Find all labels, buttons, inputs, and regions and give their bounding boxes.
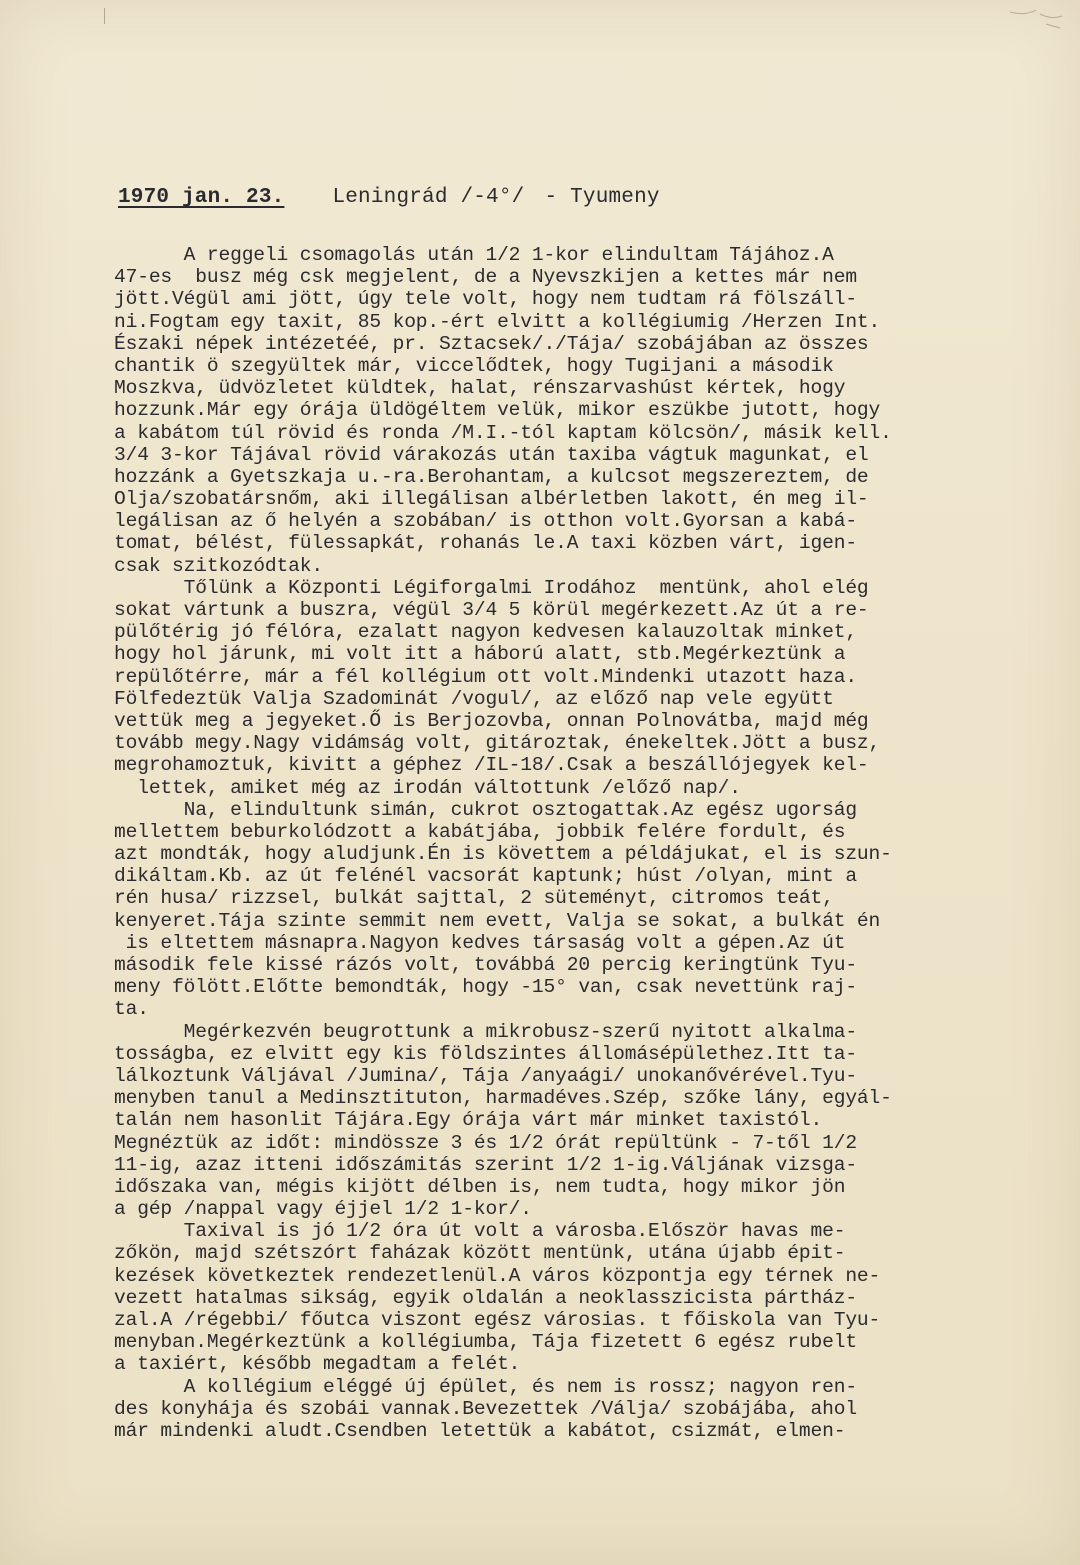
text-line: a kabátom túl rövid és ronda /M.I.-tól kaptam kölcsön/, másik kell.: [114, 421, 892, 444]
text-line: des konyhája és szobái vannak.Bevezettek /Válja/ szobájába, ahol: [114, 1397, 857, 1420]
entry-separator: -: [544, 186, 558, 209]
text-line: Olja/szobatársnőm, aki illegálisan albérletben lakott, én meg il-: [114, 488, 869, 511]
text-line: Taxival is jó 1/2 óra út volt a városba.Először havas me-: [114, 1220, 846, 1243]
text-line: lálkoztunk Váljával /Jumina/, Tája /anyaági/ unokanővérével.Tyu-: [114, 1064, 857, 1087]
text-line: megrohamoztuk, kivitt a géphez /IL-18/.Csak a beszállójegyek kel-: [114, 754, 869, 777]
text-line: is eltettem másnapra.Nagyon kedves társaság volt a gépen.Az út: [114, 931, 846, 954]
text-line: Megnéztük az időt: mindössze 3 és 1/2 órát repültünk - 7-től 1/2: [114, 1131, 857, 1154]
text-line: ni.Fogtam egy taxit, 85 kop.-ért elvitt a kollégiumig /Herzen Int.: [114, 310, 881, 333]
text-line: Tőlünk a Központi Légiforgalmi Irodához mentünk, ahol elég: [114, 576, 869, 599]
text-line: zal.A /régebbi/ főutca viszont egész városias. t főiskola van Tyu-: [114, 1309, 881, 1331]
text-line: dikáltam.Kb. az út felénél vacsorát kaptunk; húst /olyan, mint a: [114, 865, 857, 888]
text-line: menyban.Megérkeztünk a kollégiumba, Tája fizetett 6 egész rubelt: [114, 1331, 857, 1354]
corner-scribble: [1006, 6, 1066, 34]
text-line: Moszkva, üdvözletet küldtek, halat, rénszarvashúst kértek, hogy: [114, 377, 846, 400]
text-line: talán nem hasonlit Tájára.Egy órája várt már minket taxistól.: [114, 1109, 823, 1132]
text-line: Fölfedeztük Valja Szadominát /vogul/, az előző nap vele együtt: [114, 687, 834, 710]
text-line: kenyeret.Tája szinte semmit nem evett, Valja se sokat, a bulkát én: [114, 909, 881, 932]
text-line: repülőtérre, már a fél kollégium ott volt.Mindenki utazott haza.: [114, 665, 857, 688]
text-line: jött.Végül ami jött, úgy tele volt, hogy nem tudtam rá fölszáll-: [114, 288, 857, 311]
text-line: a gép /nappal vagy éjjel 1/2 1-kor/.: [114, 1198, 532, 1221]
entry-header: [118, 186, 660, 209]
entry-date: 1970 jan. 23.: [118, 186, 285, 209]
text-line: meny fölött.Előtte bemondták, hogy -15° van, csak nevettünk raj-: [114, 976, 857, 999]
text-line: azt mondták, hogy aludjunk.Én is követtem a példájukat, el is szun-: [114, 843, 892, 866]
text-line: tosságba, ez elvitt egy kis földszintes állomásépülethez.Itt ta-: [114, 1042, 857, 1065]
text-line: már mindenki aludt.Csendben letettük a kabátot, csizmát, elmen-: [114, 1419, 846, 1442]
text-line: menyben tanul a Medinsztituton, harmadéves.Szép, szőke lány, egyál-: [114, 1087, 892, 1110]
text-line: chantik ö szegyültek már, viccelődtek, hogy Tugijani a második: [114, 354, 834, 377]
text-line: csak szitkozódtak.: [114, 554, 323, 577]
text-line: hozzánk a Gyetszkaja u.-ra.Berohantam, a kulcsot megszereztem, de: [114, 465, 869, 488]
text-line: legálisan az ő helyén a szobában/ is otthon volt.Gyorsan a kabá-: [114, 510, 857, 533]
diary-text: [114, 244, 1034, 1442]
text-line: tovább megy.Nagy vidámság volt, gitároztak, énekeltek.Jött a busz,: [114, 732, 881, 755]
text-line: A kollégium eléggé új épület, és nem is rossz; nagyon ren-: [114, 1375, 857, 1398]
text-line: ta.: [114, 998, 149, 1021]
text-line: pülőtérig jó félóra, ezalatt nagyon kedvesen kalauzoltak minket,: [114, 621, 857, 644]
text-line: időszaka van, mégis kijött délben is, nem tudta, hogy mikor jön: [114, 1175, 846, 1198]
text-line: vezett hatalmas sikság, egyik oldalán a neoklasszicista pártház-: [114, 1286, 857, 1309]
text-line: Északi népek intézetéé, pr. Sztacsek/./Tája/ szobájában az összes: [114, 332, 869, 355]
text-line: a taxiért, később megadtam a felét.: [114, 1353, 521, 1376]
text-line: zőkön, majd szétszórt faházak között mentünk, utána újabb épit-: [114, 1242, 846, 1265]
text-line: vettük meg a jegyeket.Ő is Berjozovba, onnan Polnovátba, majd még: [114, 709, 869, 732]
text-line: hozzunk.Már egy órája üldögéltem velük, mikor eszükbe jutott, hogy: [114, 399, 881, 422]
text-line: A reggeli csomagolás után 1/2 1-kor elindultam Tájához.A: [114, 244, 834, 266]
text-line: 3/4 3-kor Tájával rövid várakozás után taxiba vágtuk magunkat, el: [114, 443, 869, 466]
text-line: mellettem beburkolódzott a kabátjába, jobbik felére fordult, és: [114, 820, 846, 843]
text-line: hogy hol járunk, mi volt itt a háború alatt, stb.Megérkeztünk a: [114, 643, 846, 666]
entry-place: Leningrád /-4°/: [332, 186, 525, 209]
text-line: második fele kissé rázós volt, továbbá 20 percig keringtünk Tyu-: [114, 954, 857, 976]
text-line: Na, elindultunk simán, cukrot osztogattak.Az egész ugorság: [114, 798, 857, 821]
text-line: rén husa/ rizzsel, bulkát sajttal, 2 süteményt, citromos teát,: [114, 887, 834, 910]
text-line: sokat vártunk a buszra, végül 3/4 5 körül megérkezett.Az út a re-: [114, 599, 869, 621]
text-line: 47-es busz még csk megjelent, de a Nyevszkijen a kettes már nem: [114, 266, 857, 289]
entry-destination: Tyumeny: [570, 186, 660, 209]
text-line: lettek, amiket még az irodán váltottunk /előző nap/.: [114, 776, 741, 799]
text-line: tomat, bélést, fülessapkát, rohanás le.A taxi közben várt, igen-: [114, 532, 857, 555]
text-line: Megérkezvén beugrottunk a mikrobusz-szerű nyitott alkalma-: [114, 1020, 857, 1043]
text-line: kezések következtek rendezetlenül.A város központja egy térnek ne-: [114, 1264, 881, 1287]
margin-mark: [104, 8, 105, 24]
text-line: 11-ig, azaz itteni időszámitás szerint 1/2 1-ig.Váljának vizsga-: [114, 1153, 857, 1176]
